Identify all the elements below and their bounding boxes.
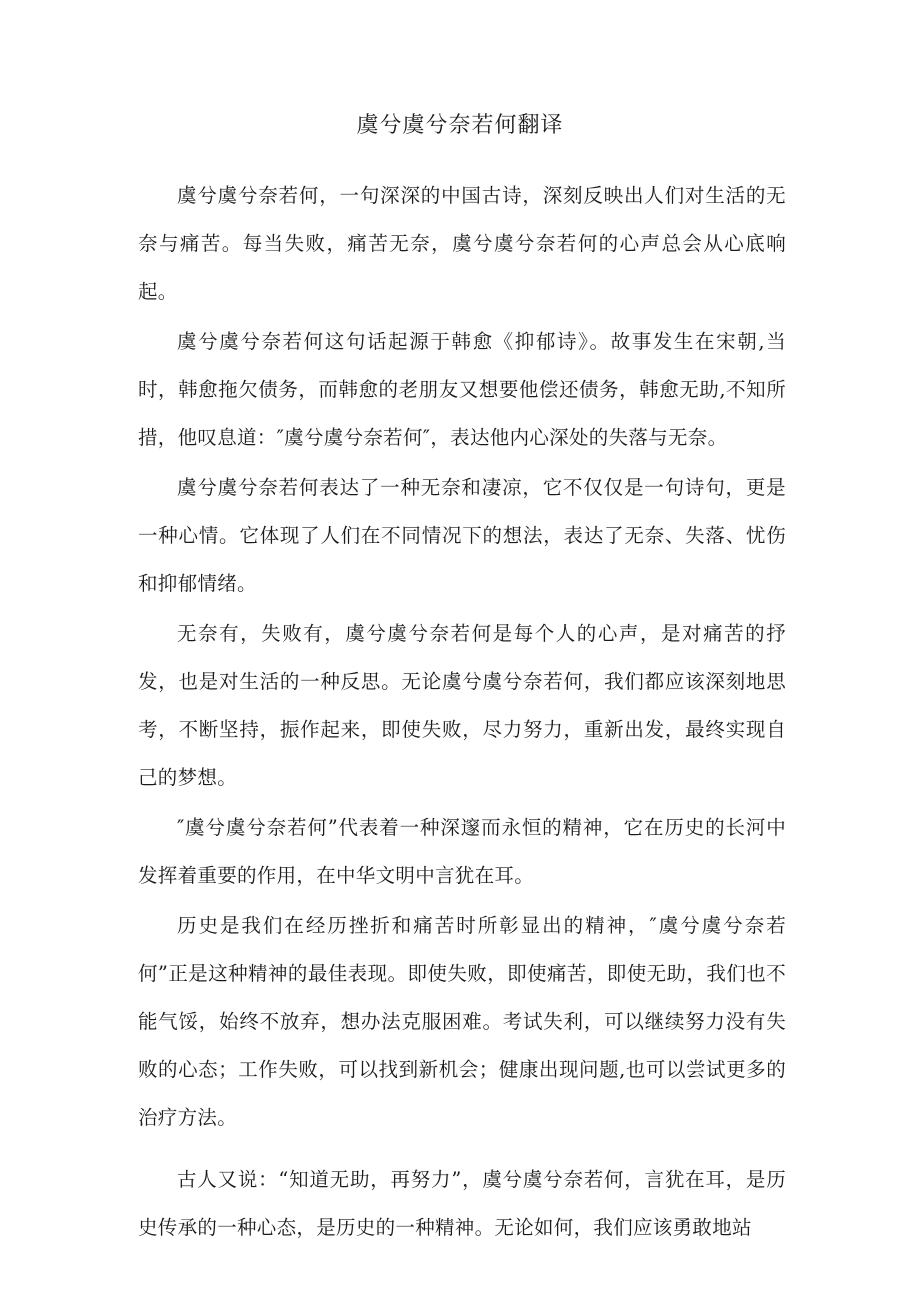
paragraph-6: 历史是我们在经历挫折和痛苦时所彰显出的精神，″虞兮虞兮奈若何”正是这种精神的最佳表现。即使失败，即使痛苦，即使无助，我们也不能气馁，始终不放弃，想办法克服困难。考试失利，可以继续努力没有失败的心态；工作失败，可以找到新机会；健康出现问题,也可以尝试更多的治疗方法。 [138,914,786,1129]
paragraph-1: 虞兮虞兮奈若何，一句深深的中国古诗，深刻反映出人们对生活的无奈与痛苦。每当失败，痛苦无奈，虞兮虞兮奈若何的心声总会从心底响起。 [138,184,786,303]
paragraph-4: 无奈有，失败有，虞兮虞兮奈若何是每个人的心声，是对痛苦的抒发，也是对生活的一种反思。无论虞兮虞兮奈若何，我们都应该深刻地思考，不断坚持，振作起来，即使失败，尽力努力，重新出发，最终实现自己的梦想。 [138,622,786,789]
document-title: 虞兮虞兮奈若何翻译 [356,113,564,138]
paragraph-2: 虞兮虞兮奈若何这句话起源于韩愈《抑郁诗》。故事发生在宋朝,当时，韩愈拖欠债务，而韩愈的老朋友又想要他偿还债务，韩愈无助,不知所措，他叹息道：″虞兮虞兮奈若何″，表达他内心深处的失落与无奈。 [138,330,786,449]
document-body [138,172,786,1252]
paragraph-5: ″虞兮虞兮奈若何”代表着一种深邃而永恒的精神，它在历史的长河中发挥着重要的作用，在中华文明中言犹在耳。 [138,816,786,887]
paragraph-7: 古人又说：“知道无助，再努力”，虞兮虞兮奈若何，言犹在耳，是历史传承的一种心态，是历史的一种精神。无论如何，我们应该勇敢地站 [138,1168,786,1239]
paragraph-3: 虞兮虞兮奈若何表达了一种无奈和凄凉，它不仅仅是一句诗句，更是一种心情。它体现了人们在不同情况下的想法，表达了无奈、失落、忧伤和抑郁情绪。 [138,476,786,595]
